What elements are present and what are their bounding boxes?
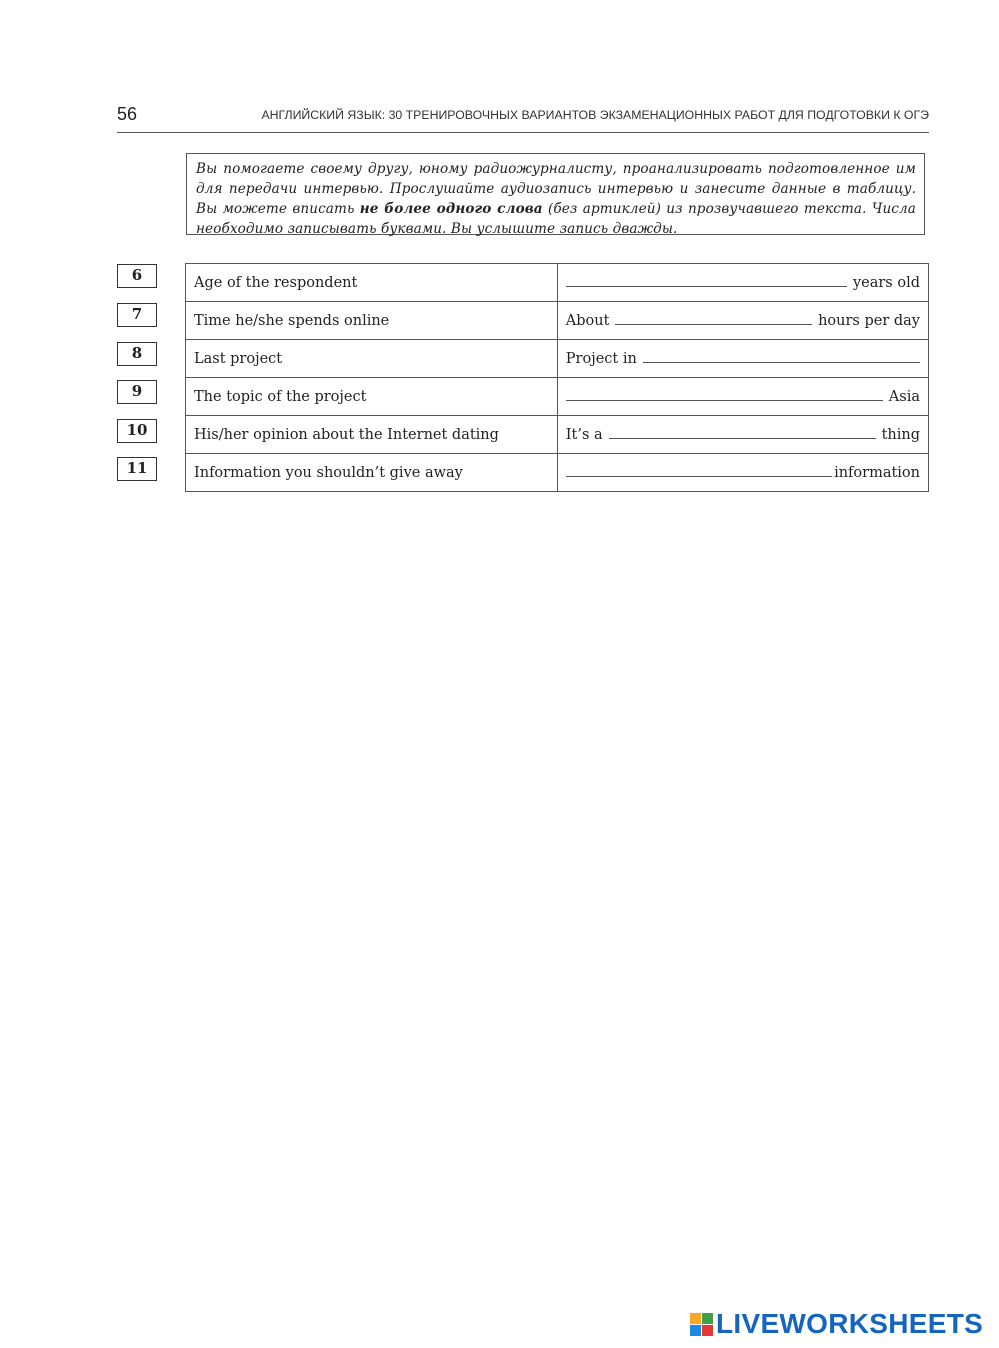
answer-prefix: Project in xyxy=(565,351,637,367)
table-row xyxy=(186,302,929,340)
question-cell: Information you shouldn’t give away xyxy=(186,454,558,492)
answer-blank[interactable] xyxy=(566,464,832,477)
answer-suffix: Asia xyxy=(888,389,920,405)
task-number-10: 10 xyxy=(117,419,157,443)
table-row xyxy=(186,378,929,416)
liveworksheets-watermark xyxy=(690,1307,983,1341)
table-row xyxy=(186,416,929,454)
question-cell: The topic of the project xyxy=(186,378,558,416)
answer-blank[interactable] xyxy=(566,388,883,401)
answer-suffix: years old xyxy=(852,275,920,291)
task-instructions xyxy=(186,153,925,235)
page-header xyxy=(117,100,929,133)
answer-prefix: It’s a xyxy=(565,427,603,443)
answer-blank[interactable] xyxy=(643,350,920,363)
table-row xyxy=(186,264,929,302)
question-cell: Last project xyxy=(186,340,558,378)
answer-suffix: thing xyxy=(881,427,920,443)
liveworksheets-logo-icon xyxy=(690,1313,713,1336)
instructions-text: Вы помогаете своему другу, юному радиожурналисту, проанализировать подготовленное им для передачи интервью. Прослушайте аудиозапись интервью и занесите данные в таблицу. Вы можете вписать xyxy=(196,161,916,217)
answer-cell xyxy=(557,416,928,454)
question-cell: Age of the respondent xyxy=(186,264,558,302)
watermark-text: LIVEWORKSHEETS xyxy=(716,1308,984,1339)
answer-suffix: information xyxy=(834,465,920,481)
task-number-9: 9 xyxy=(117,380,157,404)
task-number-8: 8 xyxy=(117,342,157,366)
task-number-7: 7 xyxy=(117,303,157,327)
answer-cell xyxy=(557,340,928,378)
table-row xyxy=(186,454,929,492)
task-number-6: 6 xyxy=(117,264,157,288)
instructions-emphasis: не более одного слова xyxy=(359,201,543,217)
answer-cell xyxy=(557,264,928,302)
question-cell: His/her opinion about the Internet dating xyxy=(186,416,558,454)
page-number: 56 xyxy=(117,104,138,124)
answer-prefix: About xyxy=(565,313,610,329)
answer-blank[interactable] xyxy=(566,274,847,287)
answer-blank[interactable] xyxy=(615,312,812,325)
task-number-11: 11 xyxy=(117,457,157,481)
answer-table xyxy=(185,263,929,492)
answer-cell xyxy=(557,302,928,340)
answer-cell xyxy=(557,378,928,416)
table-row xyxy=(186,340,929,378)
answer-suffix: hours per day xyxy=(818,313,920,329)
answer-cell xyxy=(557,454,928,492)
running-title: АНГЛИЙСКИЙ ЯЗЫК: 30 ТРЕНИРОВОЧНЫХ ВАРИАНТОВ ЭКЗАМЕНАЦИОННЫХ РАБОТ ДЛЯ ПОДГОТОВКИ К ОГЭ xyxy=(261,108,929,122)
answer-blank[interactable] xyxy=(609,426,876,439)
instructions-text-end: (без артиклей) из прозвучавшего текста. Числа необходимо записывать буквами. Вы услышите запись дважды. xyxy=(196,201,916,237)
question-cell: Time he/she spends online xyxy=(186,302,558,340)
